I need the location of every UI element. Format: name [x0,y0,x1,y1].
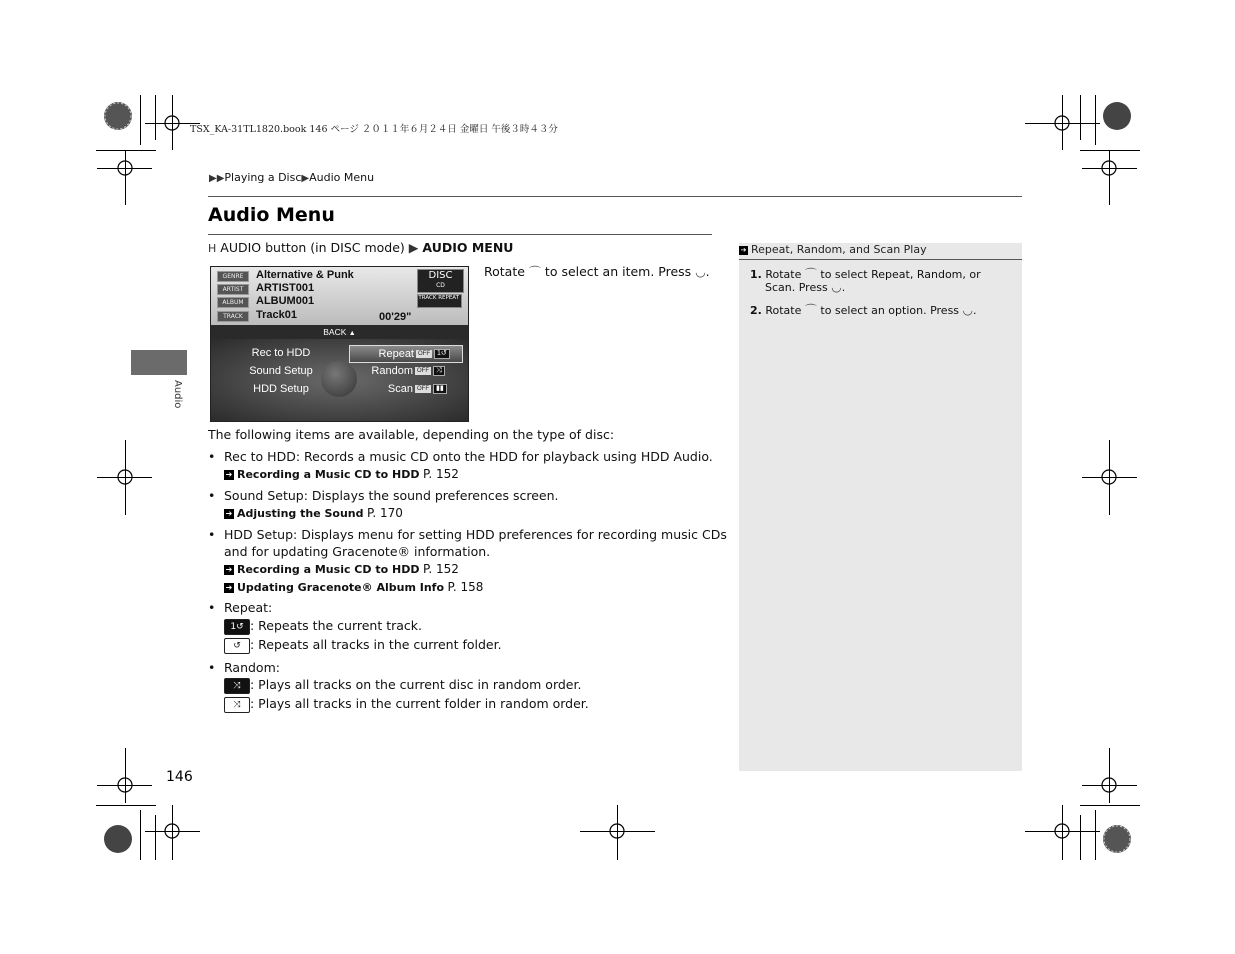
elapsed-time: 00'29" [379,311,412,323]
disc-indicator [417,269,464,293]
top-rule [208,196,1022,197]
item-hdd-setup-cont: and for updating Gracenote® information. [224,544,491,559]
breadcrumb-item-audio-menu[interactable]: Audio Menu [309,171,375,184]
ref-page: P. 170 [367,506,403,520]
chapter-label: Audio [172,380,183,409]
menu-item-random[interactable] [349,363,461,379]
bullet: • [208,527,216,542]
step-keyword: Random [916,268,963,281]
rotate-dial-icon: ⌒ [804,267,817,281]
path-prefix: AUDIO button (in DISC mode) [220,240,405,255]
ref-page: P. 158 [447,580,484,594]
bullet: • [208,449,216,464]
rotate-word: Rotate [484,264,525,279]
breadcrumb [209,171,374,184]
rotate-text: to select an item. Press [544,264,692,279]
reference-arrow-icon: ➔ [225,470,233,479]
step-text: . Press [791,281,828,294]
breadcrumb-item-playing-a-disc[interactable]: Playing a Disc [224,171,302,184]
bullet: • [208,488,216,503]
repeat-track-desc: : Repeats the current track. [250,618,423,633]
random-icon: ⤨ [433,366,445,376]
step-text: , or [962,268,981,281]
item-name: HDD Setup [224,527,294,542]
disc-label: DISC [428,270,453,281]
step-number: 1. [750,268,762,281]
step-text: . [841,281,846,294]
note-arrow-icon: ➔ [740,245,747,254]
ref-link[interactable] [224,467,459,481]
home-icon: H [208,242,217,255]
item-desc: : Displays menu for setting HDD preferences for recording music CDs [293,527,727,542]
rotate-dial-icon: ⌒ [804,303,817,317]
track-repeat-indicator: TRACK REPEAT [417,294,462,308]
scan-label: Scan [387,383,413,395]
menu-item-rec-to-hdd[interactable]: Rec to HDD [251,347,311,359]
path-separator: ▶ [408,240,419,255]
repeat-label: Repeat [378,348,414,360]
breadcrumb-separator: ▶ [301,173,310,184]
item-name: Sound Setup [224,488,304,503]
repeat-off-indicator: OFF [418,351,430,358]
page-title: Audio Menu [208,204,335,226]
step-text: to select an option. Press [820,304,960,317]
item-colon: : [268,600,273,615]
item-hdd-setup [224,527,727,542]
notes-heading [739,241,1022,260]
step-text: to select [820,268,868,281]
scan-off-indicator: OFF [417,386,429,393]
item-name: Rec to HDD [224,449,296,464]
artist-tag: ARTIST [217,284,249,295]
scan-icon: ▮▮ [433,384,447,394]
audio-menu-screen [210,266,469,422]
menu-item-hdd-setup[interactable]: HDD Setup [253,383,309,395]
repeat-folder-icon: ↺ [224,638,250,654]
item-name: Repeat [224,600,269,615]
item-random [224,660,280,675]
step-text: . [973,304,977,317]
step-text: , [909,268,914,281]
repeat-track-line [224,618,422,635]
ref-page: P. 152 [422,467,459,481]
step-keyword: Scan [765,281,792,294]
reference-arrow-icon: ➔ [225,565,233,574]
menu-item-scan[interactable] [349,381,461,397]
track-value: Track01 [256,309,297,321]
random-label: Random [371,365,413,377]
rotate-period: . [705,264,710,279]
ref-link[interactable] [224,506,403,520]
file-header: TSX_KA-31TL1820.book 146 ページ ２０１１年６月２４日 金曜日 午後３時４３分 [190,124,558,135]
ref-title: Adjusting the Sound [237,507,364,520]
notes-heading-text: Repeat, Random, and Scan Play [751,243,927,256]
step-text: Rotate [765,304,802,317]
album-tag: ALBUM [217,297,249,308]
repeat-track-icon: 1↺ [224,619,250,635]
item-desc: : Displays the sound preferences screen. [303,488,559,503]
notes-panel [739,243,1022,771]
random-off-indicator: OFF [417,368,429,375]
item-colon: : [275,660,280,675]
item-rec-to-hdd [224,449,713,464]
random-disc-desc: : Plays all tracks on the current disc in random order. [250,677,582,692]
notes-step-2 [750,301,977,318]
ref-page: P. 152 [422,562,459,576]
step-number: 2. [750,304,762,317]
menu-path [208,240,513,255]
reference-arrow-icon: ➔ [225,509,233,518]
ref-title: Updating Gracenote® Album Info [237,581,445,594]
triangle-up-icon: ▲ [348,330,356,337]
track-tag: TRACK [217,311,249,322]
bullet: • [208,600,216,615]
random-folder-icon: ⤨ [224,697,250,713]
rotate-dial-icon: ⌒ [528,265,541,279]
menu-item-sound-setup[interactable]: Sound Setup [249,365,313,377]
random-disc-icon: ⤨ [224,678,250,694]
bullet: • [208,660,216,675]
repeat-icon: 1↺ [434,349,450,359]
reference-arrow-icon: ➔ [225,583,233,592]
ref-title: Recording a Music CD to HDD [237,468,420,481]
random-disc-line [224,677,581,694]
repeat-folder-line [224,637,502,654]
title-rule [208,234,712,235]
random-folder-line [224,696,589,713]
item-name: Random [224,660,276,675]
track-info-pane [211,267,468,325]
artist-value: ARTIST001 [256,282,315,294]
press-dial-icon: ◡ [962,303,974,317]
rotate-instruction [484,263,710,280]
ref-link[interactable] [224,580,483,594]
audio-menu-list [211,339,468,421]
disc-sub-label: CD [436,282,445,289]
press-dial-icon: ◡ [831,280,842,294]
press-dial-icon: ◡ [695,265,706,279]
ref-link[interactable] [224,562,459,576]
ref-title: Recording a Music CD to HDD [237,563,420,576]
step-keyword: Repeat [871,268,910,281]
item-sound-setup [224,488,559,503]
back-label: BACK [323,327,347,337]
back-button[interactable] [211,325,468,339]
genre-tag: GENRE [217,271,249,282]
item-repeat [224,600,272,615]
notes-step-1-cont [765,280,845,294]
item-desc: : Records a music CD onto the HDD for playback using HDD Audio. [295,449,713,464]
album-value: ALBUM001 [256,295,315,307]
path-target: AUDIO MENU [422,240,514,255]
menu-item-repeat[interactable] [349,345,463,363]
intro-text: The following items are available, depending on the type of disc: [208,427,615,442]
breadcrumb-arrows: ▶▶ [209,173,225,184]
step-text: Rotate [765,268,802,281]
genre-value: Alternative & Punk [256,269,354,281]
repeat-folder-desc: : Repeats all tracks in the current folder. [250,637,502,652]
random-folder-desc: : Plays all tracks in the current folder in random order. [250,696,589,711]
chapter-tab [131,350,187,375]
page-number: 146 [166,769,193,785]
